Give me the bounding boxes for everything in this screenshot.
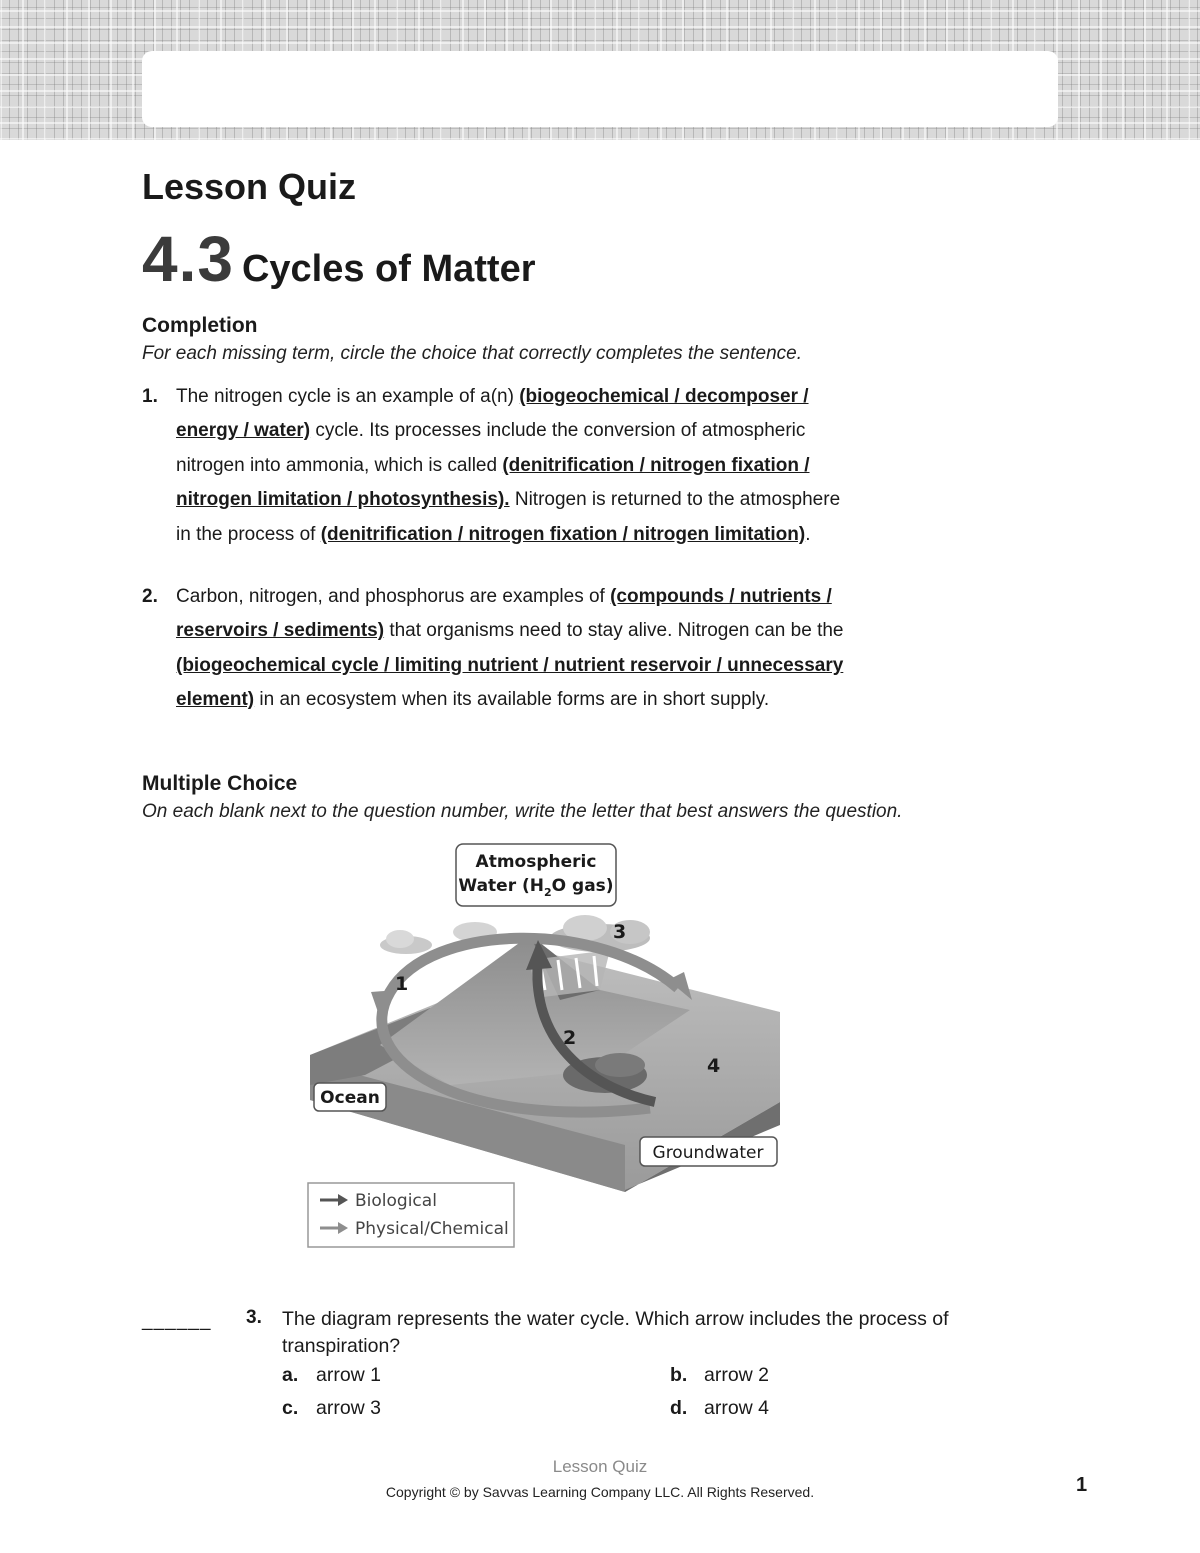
atmospheric-water-label [456,844,616,906]
footer-label: Lesson Quiz [552,1457,648,1476]
question-2-line-3 [176,655,843,677]
arrow-1-label: 1 [395,973,409,995]
legend-biological: Biological [355,1191,437,1211]
q2-text: that organisms need to stay alive. Nitrogen can be the [384,620,844,641]
option-c[interactable] [282,1397,381,1420]
q1-text: cycle. Its processes include the conversion of atmospheric [310,420,806,441]
atmo-label-line1: Atmospheric [475,852,597,872]
multiple-choice-instruction: On each blank next to the question number, write the letter that best answers the question. [142,801,903,822]
arrow-3-label: 3 [613,921,627,943]
ocean-label [314,1083,386,1111]
question-1-line-4 [176,489,840,511]
legend-physical: Physical/Chemical [355,1219,509,1239]
option-b[interactable] [670,1364,769,1387]
lesson-name: Cycles of Matter [241,248,536,290]
option-text: arrow 2 [704,1364,770,1386]
arrow-2-label: 2 [563,1027,577,1049]
q1-text: The nitrogen cycle is an example of a(n) [176,386,520,407]
groundwater-label [640,1137,777,1166]
q2-choice-set-2-end[interactable]: element) [176,689,255,710]
question-2-line-2 [176,620,843,642]
option-letter: d. [670,1397,688,1419]
question-2-line-1 [176,586,832,608]
atmo-label-line2 [458,876,613,899]
copyright-notice: Copyright © by Savvas Learning Company LLC. All Rights Reserved. [385,1484,815,1500]
option-a[interactable] [282,1364,381,1387]
q1-text: nitrogen into ammonia, which is called [176,455,503,476]
question-3-stem: The diagram represents the water cycle. Which arrow includes the process of transpiration? [282,1308,949,1357]
option-letter: b. [670,1364,688,1386]
q1-choice-set-1-end[interactable]: energy / water) [176,420,311,441]
option-d[interactable] [670,1397,769,1420]
question-1-line-1 [176,386,809,408]
option-letter: a. [282,1364,299,1386]
question-1-line-3 [176,455,810,477]
page-title: Lesson Quiz [142,166,357,207]
q2-text: in an ecosystem when its available forms are in short supply. [254,689,770,710]
question-2-number: 2. [142,586,158,607]
atmo-label-subscript: 2 [544,886,552,899]
groundwater-label-text: Groundwater [652,1143,764,1163]
atmo-label-text: O gas) [551,876,614,896]
q2-choice-set-1-end[interactable]: reservoirs / sediments) [176,620,385,641]
lesson-number: 4.3 [142,223,234,295]
q1-choice-set-3[interactable]: (denitrification / nitrogen fixation / nitrogen limitation) [320,524,806,545]
option-letter: c. [282,1397,299,1419]
completion-instruction: For each missing term, circle the choice that correctly completes the sentence. [142,343,802,364]
answer-blank-3[interactable]: ______ [142,1310,212,1331]
q1-choice-set-1[interactable]: (biogeochemical / decomposer / [519,386,809,407]
completion-heading: Completion [142,314,258,337]
multiple-choice-heading: Multiple Choice [142,772,298,795]
q2-choice-set-1[interactable]: (compounds / nutrients / [610,586,832,607]
option-text: arrow 1 [316,1364,382,1386]
q1-text: . [805,524,811,545]
atmo-label-text: Water (H [458,876,545,896]
question-1-line-2 [176,420,805,442]
header-name-box [142,51,1058,127]
option-text: arrow 4 [704,1397,770,1419]
q2-choice-set-2[interactable]: (biogeochemical cycle / limiting nutrient / nutrient reservoir / unnecessary [176,655,844,676]
q1-choice-set-2-end[interactable]: nitrogen limitation / photosynthesis). [176,489,510,510]
lesson-heading [142,222,536,296]
diagram-legend [308,1183,514,1247]
option-text: arrow 3 [316,1397,382,1419]
question-2-line-4 [176,689,769,711]
q1-text: in the process of [176,524,321,545]
question-1-number: 1. [142,386,158,407]
q1-choice-set-2[interactable]: (denitrification / nitrogen fixation / [502,455,810,476]
q1-text: Nitrogen is returned to the atmosphere [509,489,841,510]
page-number: 1 [1076,1474,1088,1496]
question-1-line-5 [176,524,810,546]
q2-text: Carbon, nitrogen, and phosphorus are examples of [176,586,611,607]
ocean-label-text: Ocean [320,1088,380,1108]
water-cycle-diagram [300,840,790,1250]
arrow-4-label: 4 [707,1055,721,1077]
question-3-number: 3. [246,1307,262,1328]
